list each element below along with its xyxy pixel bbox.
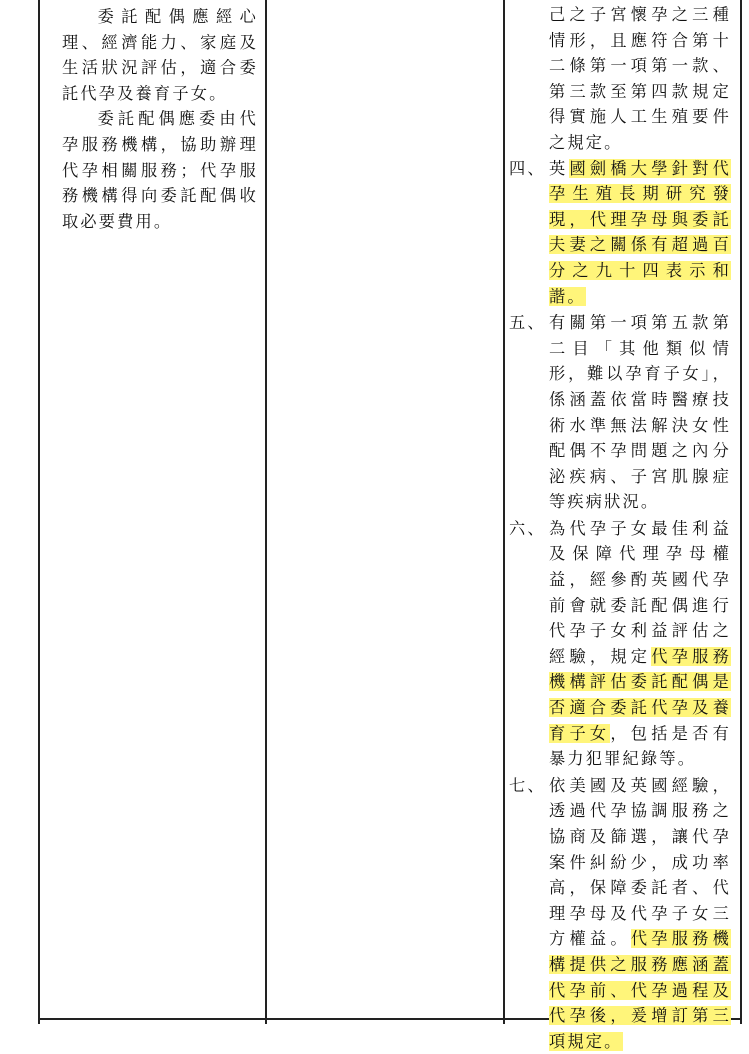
item-plain-text: 有關第一項第五款第二目「其他類似情形，難以孕育子女」，係涵蓋依當時醫療技術水準無法解決女性配偶不孕問題之內分泌疾病、子宮肌腺症等疾病狀況。 — [549, 313, 731, 512]
right-column-cell — [509, 0, 731, 1054]
item-plain-text: 英 — [549, 158, 570, 178]
item-plain-after: ，包括是否有暴力犯罪紀錄等。 — [549, 723, 731, 769]
list-item-6 — [509, 516, 731, 772]
item-number: 五、 — [509, 313, 546, 333]
item-number: 七、 — [509, 775, 546, 795]
highlighted-text: 代孕服務機構提供之服務應涵蓋代孕前、代孕過程及代孕後，爰增訂第三項規定。 — [549, 929, 731, 1051]
left-paragraph-1: 委託配偶應經心理、經濟能力、家庭及生活狀況評估，適合委託代孕及養育子女。 — [62, 7, 258, 103]
item-text — [549, 773, 731, 1054]
list-item-5 — [509, 310, 731, 515]
item-text — [549, 156, 731, 310]
item-plain-text: 為代孕子女最佳利益及保障代理孕母權益，經參酌英國代孕前會就委託配偶進行代孕子女利益評估之經驗，規定 — [549, 518, 731, 666]
left-paragraph-2: 委託配偶應委由代孕服務機構，協助辦理代孕相關服務；代孕服務機構得向委託配偶收取必要費用。 — [62, 109, 258, 231]
item-text — [549, 516, 731, 772]
table-border-left — [38, 0, 40, 1024]
list-item-4 — [509, 156, 731, 310]
left-column-cell — [62, 0, 258, 234]
item-plain-text: 依美國及英國經驗，透過代孕協調服務之協商及篩選，讓代孕案件糾紛少，成功率高，保障委託者、代理孕母及代孕子女三方權益。 — [549, 775, 731, 949]
table-border-column-1 — [265, 0, 267, 1024]
item-number: 六、 — [509, 518, 546, 538]
table-border-column-2 — [503, 0, 505, 1024]
right-continuation-text: 己之子宮懷孕之三種情形，且應符合第十二條第一項第一款、第三款至第四款規定得實施人工生殖要件之規定。 — [549, 5, 731, 152]
highlighted-text: 國劍橋大學針對代孕生殖長期研究發現，代理孕母與委託夫妻之關係有超過百分之九十四表示和諧。 — [549, 158, 731, 306]
item-number: 四、 — [509, 158, 546, 178]
table-border-right — [740, 0, 742, 1024]
item-text — [549, 310, 731, 515]
list-item-7 — [509, 773, 731, 1054]
highlighted-text: 代孕服務機構評估委託配偶是否適合委託代孕及養育子女 — [549, 646, 731, 743]
